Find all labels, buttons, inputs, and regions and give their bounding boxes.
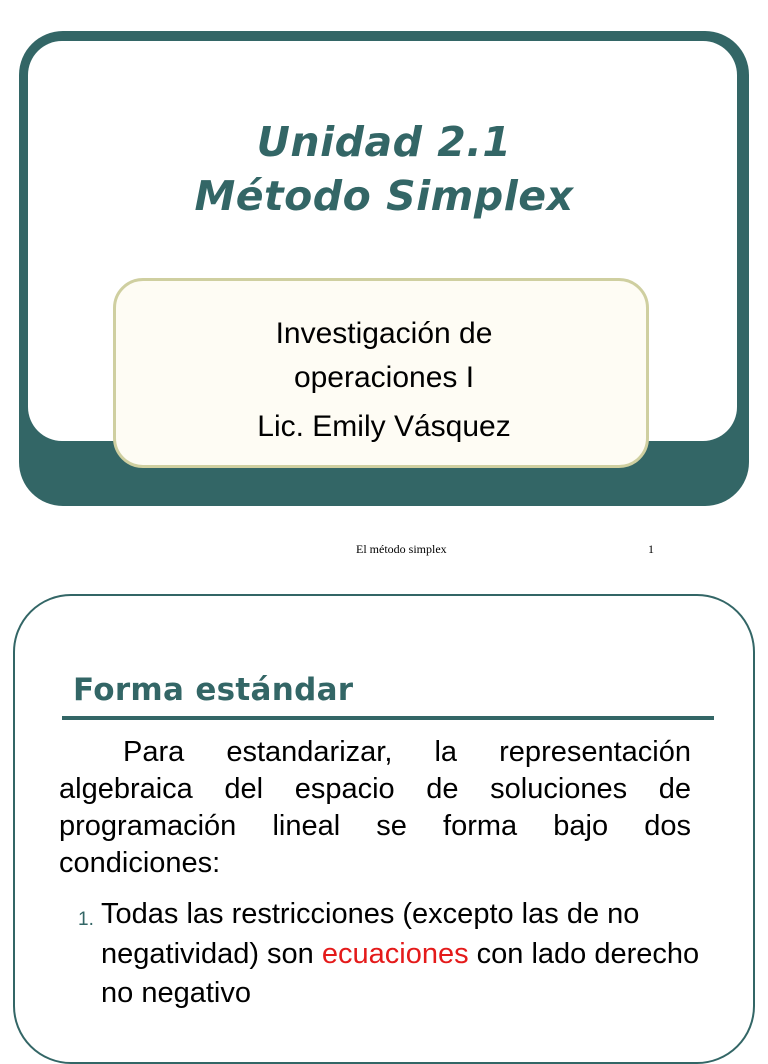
list-text xyxy=(78,895,718,1014)
list-item xyxy=(78,895,718,1014)
section-title: Forma estándar xyxy=(73,672,354,708)
subtitle-line-1: Investigación de xyxy=(275,317,493,350)
body-paragraph xyxy=(59,734,691,882)
paragraph-text: Para estandarizar, la representación algebraica del espacio de soluciones de programación lineal se forma bajo dos condiciones: xyxy=(59,736,691,879)
list-text-after: con lado derecho no negativo xyxy=(101,937,700,1009)
slide-title-line-1: Unidad 2.1 xyxy=(256,118,512,166)
list-number: 1. xyxy=(78,909,94,930)
list-text-before: Todas las restricciones (excepto las de no negatividad) son xyxy=(101,898,640,970)
highlighted-term: ecuaciones xyxy=(321,937,469,970)
page-number: 1 xyxy=(648,542,654,556)
slide-caption: El método simplex xyxy=(356,542,447,556)
subtitle-line-2: operaciones I xyxy=(293,361,475,394)
author-line: Lic. Emily Vásquez xyxy=(257,410,511,443)
title-underline xyxy=(62,716,714,720)
slide-title-line-2: Método Simplex xyxy=(194,172,574,220)
